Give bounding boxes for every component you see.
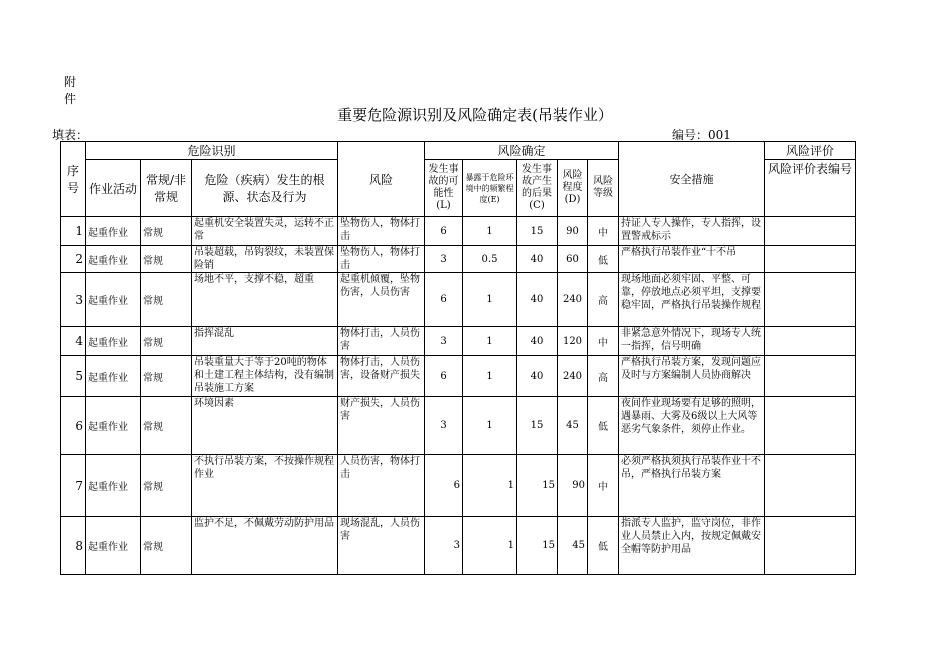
cell-risk: 坠物伤人，物体打击	[338, 246, 425, 273]
cell-measures: 严格执行吊装作业“十不吊	[619, 246, 765, 273]
risk-table	[60, 141, 856, 575]
header-seq: 序号	[61, 142, 86, 217]
cell-risk: 坠物伤人，物体打击	[338, 217, 425, 246]
header-group-eval: 风险评价	[765, 142, 856, 160]
cell-eval-no	[765, 517, 856, 575]
cell-C: 40	[517, 246, 558, 273]
cell-level: 低	[588, 397, 619, 455]
header-cause: 危险（疾病）发生的根源、状态及行为	[192, 160, 338, 217]
cell-activity: 起重作业	[86, 356, 141, 397]
cell-cause: 吊装超载，吊钩裂纹，未装置保险销	[192, 246, 338, 273]
cell-seq: 2	[61, 246, 86, 273]
cell-seq: 1	[61, 217, 86, 246]
cell-activity: 起重作业	[86, 246, 141, 273]
cell-E: 1	[463, 273, 517, 327]
cell-risk: 现场混乱，人员伤害	[338, 517, 425, 575]
cell-level: 中	[588, 455, 619, 517]
cell-seq: 6	[61, 397, 86, 455]
table-row	[61, 217, 856, 246]
cell-seq: 7	[61, 455, 86, 517]
cell-level: 中	[588, 327, 619, 356]
cell-level: 高	[588, 273, 619, 327]
cell-C: 15	[517, 217, 558, 246]
cell-E: 1	[463, 217, 517, 246]
cell-D: 240	[558, 273, 588, 327]
cell-C: 15	[517, 517, 558, 575]
header-E: 暴露于危险环境中的频繁程度(E)	[463, 160, 517, 217]
table-row	[61, 455, 856, 517]
cell-eval-no	[765, 397, 856, 455]
cell-risk: 人员伤害，物体打击	[338, 455, 425, 517]
table-row	[61, 517, 856, 575]
cell-L: 6	[425, 273, 463, 327]
cell-L: 3	[425, 246, 463, 273]
filler-label: 填表：	[52, 128, 89, 142]
cell-measures: 必须严格执须执行吊装作业十不吊，严格执行吊装方案	[619, 455, 765, 517]
cell-activity: 起重作业	[86, 217, 141, 246]
cell-E: 1	[463, 397, 517, 455]
cell-cause: 吊装重量大于等于20吨的物体和土建工程主体结构，没有编制吊装施工方案	[192, 356, 338, 397]
cell-eval-no	[765, 455, 856, 517]
cell-D: 120	[558, 327, 588, 356]
cell-activity: 起重作业	[86, 455, 141, 517]
cell-risk: 财产损失，人员伤害	[338, 397, 425, 455]
table-row	[61, 327, 856, 356]
cell-level: 中	[588, 217, 619, 246]
cell-C: 15	[517, 397, 558, 455]
cell-measures: 夜间作业现场要有足够的照明，遇暴雨、大雾及6级以上大风等恶劣气象条件，须停止作业。	[619, 397, 765, 455]
cell-C: 40	[517, 356, 558, 397]
header-measures: 安全措施	[619, 142, 765, 217]
cell-eval-no	[765, 327, 856, 356]
cell-E: 1	[463, 356, 517, 397]
cell-L: 6	[425, 455, 463, 517]
table-row	[61, 397, 856, 455]
cell-activity: 起重作业	[86, 397, 141, 455]
cell-eval-no	[765, 246, 856, 273]
cell-D: 45	[558, 517, 588, 575]
header-L: 发生事故的可能性(L)	[425, 160, 463, 217]
cell-C: 40	[517, 327, 558, 356]
cell-activity: 起重作业	[86, 517, 141, 575]
cell-level: 低	[588, 517, 619, 575]
cell-D: 90	[558, 455, 588, 517]
cell-cause: 场地不平，支撑不稳，超重	[192, 273, 338, 327]
cell-measures: 非紧急意外情况下，现场专人统一指挥，信号明确	[619, 327, 765, 356]
cell-risk: 物体打击，人员伤害，设备财产损失	[338, 356, 425, 397]
cell-cause: 环境因素	[192, 397, 338, 455]
cell-cause: 指挥混乱	[192, 327, 338, 356]
table-row	[61, 246, 856, 273]
cell-eval-no	[765, 356, 856, 397]
cell-routine: 常规	[141, 397, 192, 455]
cell-level: 高	[588, 356, 619, 397]
cell-D: 240	[558, 356, 588, 397]
cell-routine: 常规	[141, 246, 192, 273]
cell-D: 90	[558, 217, 588, 246]
cell-measures: 现场地面必须牢固、平整、可靠，停放地点必须平坦，支撑要稳牢固，严格执行吊装操作规程	[619, 273, 765, 327]
cell-L: 3	[425, 397, 463, 455]
cell-seq: 8	[61, 517, 86, 575]
cell-eval-no	[765, 217, 856, 246]
cell-C: 15	[517, 455, 558, 517]
table-row	[61, 273, 856, 327]
cell-C: 40	[517, 273, 558, 327]
header-group-identify: 危险识别	[86, 142, 338, 160]
cell-seq: 5	[61, 356, 86, 397]
header-group-risk: 风险确定	[425, 142, 619, 160]
cell-measures: 严格执行吊装方案，发现问题应及时与方案编制人员协商解决	[619, 356, 765, 397]
cell-risk: 物体打击，人员伤害	[338, 327, 425, 356]
cell-routine: 常规	[141, 517, 192, 575]
header-level: 风险等级	[588, 160, 619, 217]
cell-seq: 3	[61, 273, 86, 327]
cell-E: 1	[463, 517, 517, 575]
cell-seq: 4	[61, 327, 86, 356]
cell-activity: 起重作业	[86, 273, 141, 327]
cell-risk: 起重机倾覆，坠物伤害，人员伤害	[338, 273, 425, 327]
annex-label: 附件	[64, 75, 77, 106]
cell-measures: 持证人专人操作，专人指挥，设置警戒标示	[619, 217, 765, 246]
cell-L: 6	[425, 217, 463, 246]
serial-number: 编号：001	[672, 128, 731, 142]
cell-measures: 指派专人监护，监守岗位，非作业人员禁止入内，按规定佩戴安全帽等防护用品	[619, 517, 765, 575]
cell-level: 低	[588, 246, 619, 273]
cell-cause: 起重机安全装置失灵，运转不正常	[192, 217, 338, 246]
document-title: 重要危险源识别及风险确定表(吊装作业）	[337, 106, 613, 124]
cell-routine: 常规	[141, 455, 192, 517]
cell-E: 0.5	[463, 246, 517, 273]
cell-routine: 常规	[141, 273, 192, 327]
header-routine: 常规/非常规	[141, 160, 192, 217]
cell-routine: 常规	[141, 217, 192, 246]
cell-L: 3	[425, 327, 463, 356]
cell-L: 6	[425, 356, 463, 397]
cell-D: 45	[558, 397, 588, 455]
header-D: 风险程度(D)	[558, 160, 588, 217]
cell-routine: 常规	[141, 356, 192, 397]
header-risk: 风险	[338, 142, 425, 217]
cell-L: 3	[425, 517, 463, 575]
cell-E: 1	[463, 455, 517, 517]
header-C: 发生事故产生的后果(C)	[517, 160, 558, 217]
cell-routine: 常规	[141, 327, 192, 356]
cell-E: 1	[463, 327, 517, 356]
cell-cause: 监护不足，不佩戴劳动防护用品	[192, 517, 338, 575]
header-eval-no: 风险评价表编号	[765, 160, 856, 217]
cell-cause: 不执行吊装方案，不按操作规程作业	[192, 455, 338, 517]
table-row	[61, 356, 856, 397]
header-activity: 作业活动	[86, 160, 141, 217]
cell-D: 60	[558, 246, 588, 273]
cell-activity: 起重作业	[86, 327, 141, 356]
cell-eval-no	[765, 273, 856, 327]
